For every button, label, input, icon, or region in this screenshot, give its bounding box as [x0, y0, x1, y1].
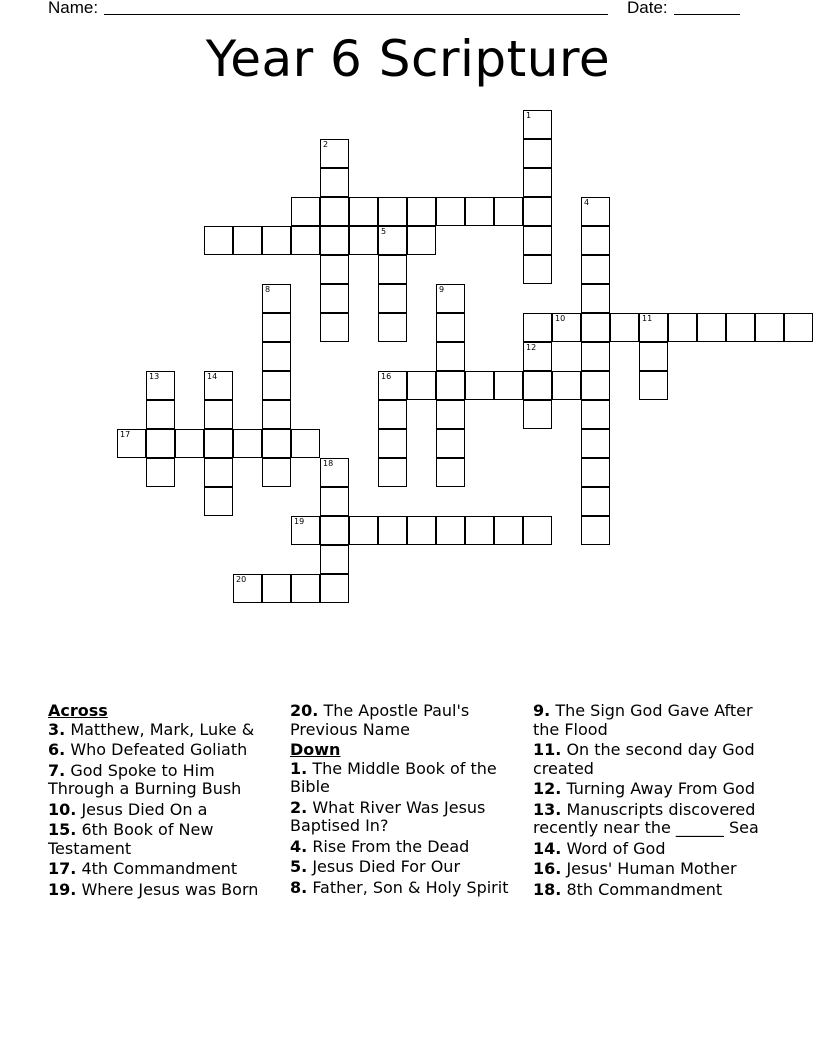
grid-cell[interactable] [320, 545, 349, 574]
clue-number-label: 16 [381, 372, 392, 381]
clue-number-label: 13 [149, 372, 160, 381]
grid-cell[interactable] [291, 429, 320, 458]
grid-cell[interactable] [378, 226, 407, 255]
clue-across-7 [48, 762, 274, 799]
grid-cell[interactable] [378, 313, 407, 342]
clue-text: The Apostle Paul's Previous Name [290, 701, 470, 739]
grid-cell[interactable] [320, 284, 349, 313]
clue-number: 18. [533, 879, 562, 899]
grid-cell[interactable] [204, 371, 233, 400]
grid-cell[interactable] [320, 516, 349, 545]
grid-cell[interactable] [320, 226, 349, 255]
clue-number-label: 4 [584, 198, 590, 207]
grid-cell[interactable] [639, 371, 668, 400]
grid-cell[interactable] [320, 139, 349, 168]
grid-cell[interactable] [291, 226, 320, 255]
grid-cell[interactable] [262, 458, 291, 487]
grid-cell[interactable] [581, 458, 610, 487]
clue-number: 20. [290, 701, 319, 720]
grid-cell[interactable] [697, 313, 726, 342]
grid-cell[interactable] [436, 429, 465, 458]
clue-number-label: 18 [323, 459, 334, 468]
clue-number-label: 1 [526, 111, 532, 120]
grid-cell[interactable] [262, 284, 291, 313]
grid-cell[interactable] [262, 371, 291, 400]
grid-cell[interactable] [175, 429, 204, 458]
clue-text: Jesus Died For Our [312, 857, 461, 876]
grid-cell[interactable] [291, 197, 320, 226]
clue-number: 2. [290, 797, 308, 817]
grid-cell[interactable] [639, 313, 668, 342]
clue-down-9 [533, 702, 763, 739]
puzzle-title: Year 6 Scripture [205, 30, 611, 88]
grid-cell[interactable] [523, 168, 552, 197]
grid-cell[interactable] [378, 429, 407, 458]
clue-number: 17. [48, 859, 77, 878]
grid-cell[interactable] [465, 197, 494, 226]
grid-cell[interactable] [378, 400, 407, 429]
grid-cell[interactable] [784, 313, 813, 342]
clue-number-label: 12 [526, 343, 537, 352]
grid-cell[interactable] [436, 313, 465, 342]
grid-cell[interactable] [581, 516, 610, 545]
grid-cell[interactable] [494, 516, 523, 545]
clue-number-label: 8 [265, 285, 271, 294]
grid-cell[interactable] [523, 226, 552, 255]
grid-cell[interactable] [204, 458, 233, 487]
grid-cell[interactable] [581, 342, 610, 371]
grid-cell[interactable] [320, 168, 349, 197]
grid-cell[interactable] [320, 458, 349, 487]
clue-number: 1. [290, 758, 308, 778]
grid-cell[interactable] [523, 197, 552, 226]
grid-cell[interactable] [349, 197, 378, 226]
grid-cell[interactable] [552, 313, 581, 342]
grid-cell[interactable] [407, 226, 436, 255]
grid-cell[interactable] [436, 516, 465, 545]
grid-cell[interactable] [436, 458, 465, 487]
grid-cell[interactable] [407, 371, 436, 400]
clue-number: 19. [48, 879, 77, 899]
clue-text: Jesus Died On a [81, 799, 208, 819]
across-heading: Across [48, 701, 108, 720]
clue-down-14 [533, 840, 763, 859]
grid-cell[interactable] [523, 255, 552, 284]
grid-cell[interactable] [755, 313, 784, 342]
clue-text: Matthew, Mark, Luke & [70, 719, 255, 739]
grid-cell[interactable] [146, 371, 175, 400]
date-label: Date: [627, 0, 668, 17]
clue-across-3 [48, 721, 274, 740]
grid-cell[interactable] [610, 313, 639, 342]
grid-cell[interactable] [581, 487, 610, 516]
grid-cell[interactable] [581, 313, 610, 342]
grid-cell[interactable] [233, 226, 262, 255]
down-heading: Down [290, 740, 341, 759]
clue-across-6 [48, 741, 274, 760]
name-label: Name: [48, 0, 99, 17]
clue-number: 11. [533, 740, 562, 759]
grid-cell[interactable] [320, 574, 349, 603]
grid-cell[interactable] [378, 458, 407, 487]
clue-number-label: 17 [120, 430, 131, 439]
clue-number: 16. [533, 859, 562, 878]
grid-cell[interactable] [233, 574, 262, 603]
clue-number-label: 10 [555, 314, 566, 323]
grid-cell[interactable] [320, 487, 349, 516]
grid-cell[interactable] [581, 255, 610, 284]
grid-cell[interactable] [581, 284, 610, 313]
grid-cell[interactable] [494, 371, 523, 400]
clue-number: 15. [48, 820, 77, 839]
clue-number: 13. [533, 799, 562, 819]
clue-text: Word of God [566, 838, 666, 858]
clue-number-label: 11 [642, 314, 653, 323]
clue-number: 3. [48, 719, 66, 739]
clue-text: 8th Commandment [566, 879, 723, 899]
clue-number: 4. [290, 836, 308, 856]
clue-number: 14. [533, 838, 562, 858]
grid-cell[interactable] [668, 313, 697, 342]
grid-cell[interactable] [465, 371, 494, 400]
grid-cell[interactable] [639, 342, 668, 371]
grid-cell[interactable] [146, 400, 175, 429]
grid-cell[interactable] [436, 284, 465, 313]
grid-cell[interactable] [378, 255, 407, 284]
grid-cell[interactable] [436, 400, 465, 429]
grid-cell[interactable] [204, 400, 233, 429]
clue-number-label: 14 [207, 372, 218, 381]
grid-cell[interactable] [726, 313, 755, 342]
grid-cell[interactable] [320, 313, 349, 342]
clue-text: The Middle Book of the Bible [290, 758, 497, 796]
grid-cell[interactable] [204, 487, 233, 516]
clue-down-8 [290, 879, 518, 898]
grid-cell[interactable] [262, 429, 291, 458]
grid-cell[interactable] [204, 429, 233, 458]
clue-text: Jesus' Human Mother [566, 859, 737, 878]
grid-cell[interactable] [291, 516, 320, 545]
grid-cell[interactable] [523, 371, 552, 400]
clue-across-15 [48, 821, 274, 858]
grid-cell[interactable] [581, 197, 610, 226]
clues-column-1 [48, 702, 274, 901]
grid-cell[interactable] [262, 574, 291, 603]
grid-cell[interactable] [407, 197, 436, 226]
grid-cell[interactable] [320, 197, 349, 226]
clue-text: God Spoke to Him Through a Burning Bush [48, 760, 242, 798]
clue-across-19 [48, 881, 274, 900]
clue-number-label: 5 [381, 227, 387, 236]
grid-cell[interactable] [262, 313, 291, 342]
clue-across-17 [48, 860, 274, 879]
clues-column-3 [533, 702, 763, 901]
grid-cell[interactable] [523, 110, 552, 139]
clue-text: Turning Away From God [566, 779, 755, 798]
clue-down-5 [290, 858, 518, 877]
grid-cell[interactable] [523, 400, 552, 429]
clue-number: 9. [533, 701, 551, 720]
grid-cell[interactable] [320, 255, 349, 284]
grid-cell[interactable] [523, 516, 552, 545]
clue-number: 6. [48, 740, 66, 759]
grid-cell[interactable] [523, 342, 552, 371]
clue-down-12 [533, 780, 763, 799]
clue-number-label: 9 [439, 285, 445, 294]
clues-column-2 [290, 702, 518, 899]
clue-text: The Sign God Gave After the Flood [533, 701, 753, 739]
grid-cell[interactable] [465, 516, 494, 545]
clue-text: What River Was Jesus Baptised In? [290, 797, 486, 835]
clue-down-4 [290, 838, 518, 857]
clue-text: Who Defeated Goliath [70, 740, 248, 759]
grid-cell[interactable] [146, 458, 175, 487]
grid-cell[interactable] [117, 429, 146, 458]
grid-cell[interactable] [233, 429, 262, 458]
grid-cell[interactable] [581, 400, 610, 429]
grid-cell[interactable] [523, 313, 552, 342]
clue-across-20 [290, 702, 518, 739]
grid-cell[interactable] [291, 574, 320, 603]
clue-text: Manuscripts discovered recently near the ______ Sea [533, 799, 759, 837]
grid-cell[interactable] [436, 342, 465, 371]
grid-cell[interactable] [581, 429, 610, 458]
clue-text: Father, Son & Holy Spirit [312, 877, 509, 897]
grid-cell[interactable] [581, 226, 610, 255]
grid-cell[interactable] [262, 342, 291, 371]
clue-number: 7. [48, 760, 66, 780]
clue-down-18 [533, 881, 763, 900]
clue-down-11 [533, 741, 763, 778]
clue-text: On the second day God created [533, 740, 755, 778]
clue-number: 12. [533, 779, 562, 798]
grid-cell[interactable] [378, 197, 407, 226]
clue-text: 6th Book of New Testament [48, 820, 214, 858]
grid-cell[interactable] [349, 516, 378, 545]
clue-number-label: 19 [294, 517, 305, 526]
grid-cell[interactable] [204, 226, 233, 255]
grid-cell[interactable] [436, 371, 465, 400]
clue-number: 8. [290, 877, 308, 897]
clue-text: 4th Commandment [81, 859, 238, 878]
grid-cell[interactable] [378, 284, 407, 313]
grid-cell[interactable] [523, 139, 552, 168]
grid-cell[interactable] [262, 400, 291, 429]
clue-down-13 [533, 801, 763, 838]
clue-down-16 [533, 860, 763, 879]
grid-cell[interactable] [146, 429, 175, 458]
grid-cell[interactable] [349, 226, 378, 255]
clue-number-label: 2 [323, 140, 329, 149]
clue-across-10 [48, 801, 274, 820]
grid-cell[interactable] [262, 226, 291, 255]
grid-cell[interactable] [407, 516, 436, 545]
clue-number: 5. [290, 857, 308, 876]
clue-text: Rise From the Dead [312, 836, 470, 856]
grid-cell[interactable] [581, 371, 610, 400]
clue-number: 10. [48, 799, 77, 819]
clue-down-1 [290, 760, 518, 797]
grid-cell[interactable] [494, 197, 523, 226]
clue-text: Where Jesus was Born [81, 879, 259, 899]
grid-cell[interactable] [436, 197, 465, 226]
clue-down-2 [290, 799, 518, 836]
clue-number-label: 20 [236, 575, 247, 584]
grid-cell[interactable] [552, 371, 581, 400]
grid-cell[interactable] [378, 371, 407, 400]
grid-cell[interactable] [378, 516, 407, 545]
